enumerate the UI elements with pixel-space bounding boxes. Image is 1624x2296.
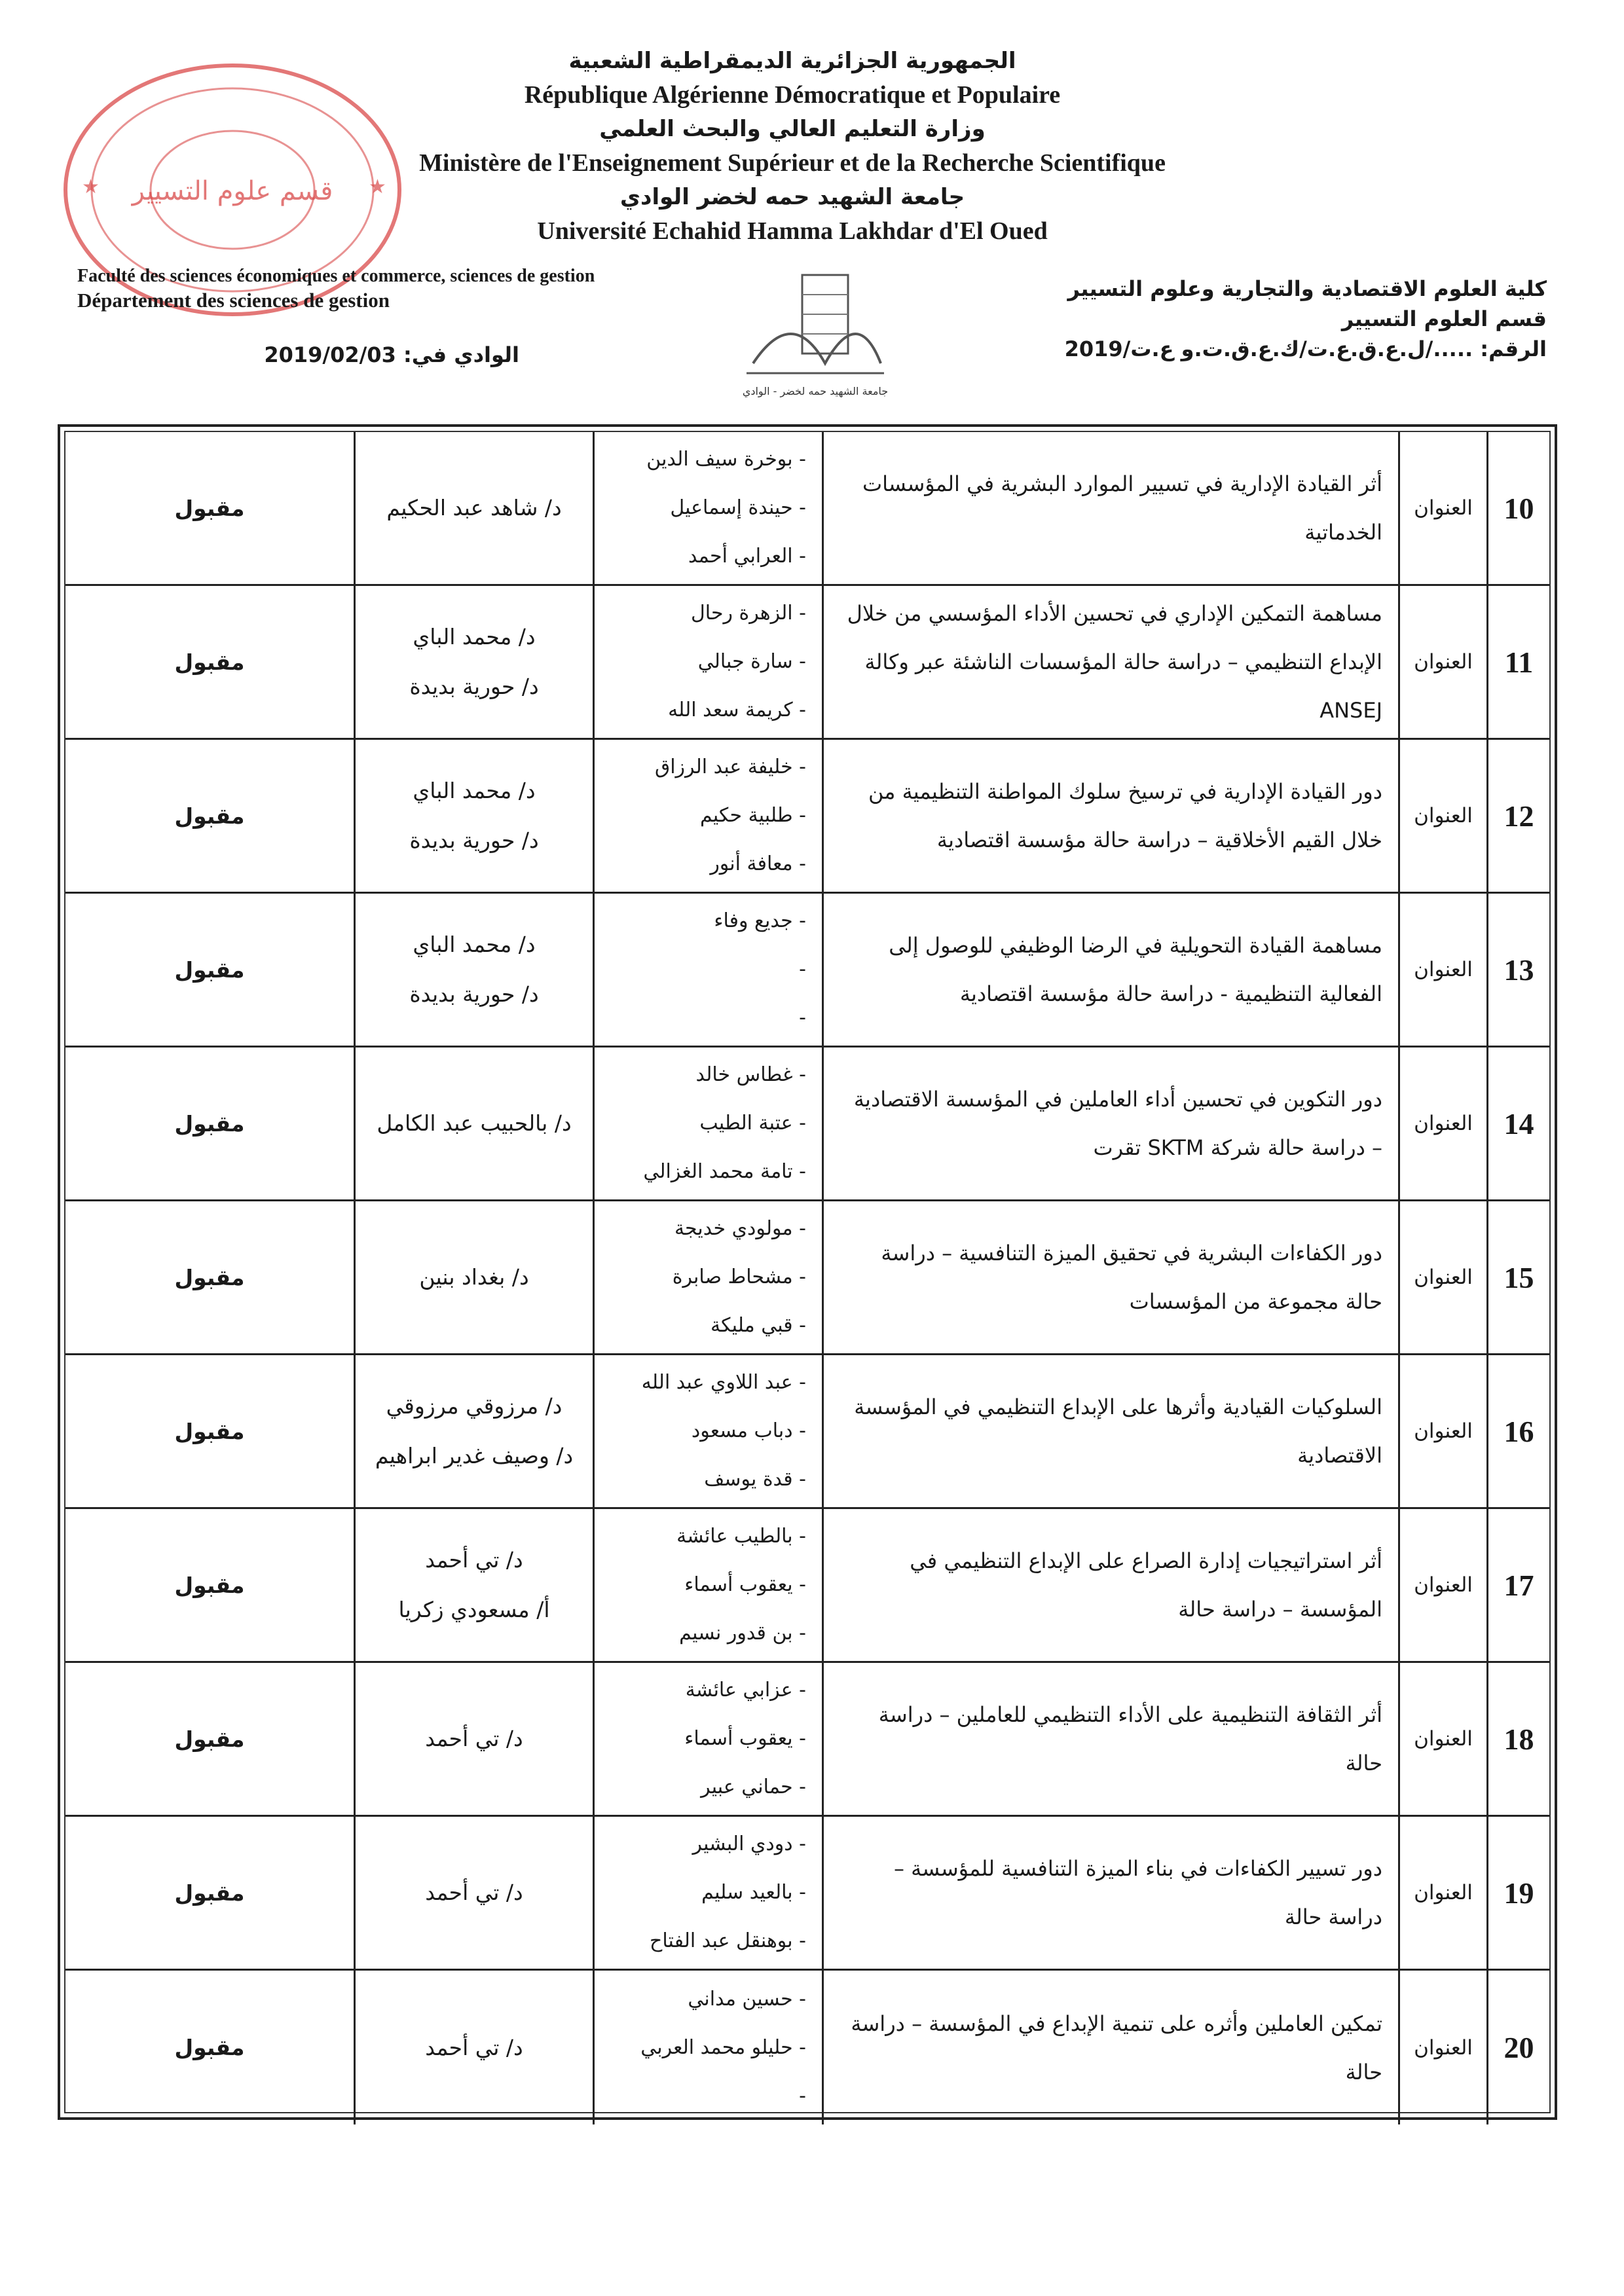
title-cell (822, 1201, 1398, 1353)
row-number: 19 (1504, 1876, 1534, 1910)
ministry-fr: Ministère de l'Enseignement Supérieur et de la Recherche Scientifique (419, 149, 1166, 177)
students-cell (593, 1509, 822, 1661)
supervisor-cell (354, 1355, 593, 1507)
thesis-title: دور الكفاءات البشرية في تحقيق الميزة التنافسية – دراسة حالة مجموعة من المؤسسات (881, 1241, 1382, 1314)
student-name: - يعقوب أسماء (684, 1727, 806, 1750)
letterhead (367, 46, 1218, 250)
students-cell (593, 894, 822, 1046)
status-cell (65, 1971, 354, 2124)
table-row (65, 1663, 1549, 1817)
label-cell (1398, 1509, 1486, 1661)
title-label: العنوان (1414, 2035, 1473, 2060)
number-cell (1486, 894, 1549, 1046)
supervisor-name: أ/ مسعودي زكريا (398, 1597, 550, 1622)
students-cell (593, 1663, 822, 1815)
supervisor-cell (354, 894, 593, 1046)
row-number: 20 (1504, 2031, 1534, 2064)
title-cell (822, 432, 1398, 584)
student-name: - مشحاط صابرة (672, 1266, 806, 1288)
supervisor-name: د/ شاهد عبد الحكيم (386, 495, 562, 520)
status-text: مقبول (174, 1418, 245, 1444)
row-number: 18 (1504, 1722, 1534, 1756)
supervisor-cell (354, 432, 593, 584)
title-label: العنوان (1414, 496, 1473, 520)
student-name: - معافة أنور (710, 852, 806, 875)
status-cell (65, 1817, 354, 1969)
supervisor-name: د/ تي أحمد (425, 1880, 523, 1905)
students-cell (593, 1971, 822, 2124)
supervisor-name: د/ بالحبيب عبد الكامل (377, 1110, 572, 1136)
table-row (65, 1048, 1549, 1201)
number-cell (1486, 1201, 1549, 1353)
republic-ar: الجمهورية الجزائرية الديمقراطية الشعبية (568, 48, 1016, 74)
supervisor-name: د/ حورية بديدة (409, 981, 539, 1007)
student-name: - قبي مليكة (710, 1314, 806, 1337)
thesis-title: تمكين العاملين وأثره على تنمية الإبداع في المؤسسة – دراسة حالة (851, 2011, 1382, 2085)
title-label: العنوان (1414, 1881, 1473, 1904)
title-label: العنوان (1414, 1727, 1473, 1751)
table-row (65, 1201, 1549, 1355)
label-cell (1398, 1971, 1486, 2124)
thesis-title: مساهمة التمكين الإداري في تحسين الأداء المؤسسي من خلال الإبداع التنظيمي – دراسة حالة المؤسسات الناشئة عبر وكالة ANSEJ (847, 601, 1382, 723)
logo-caption: جامعة الشهيد حمه لخضر - الوادي (742, 385, 889, 397)
supervisor-name: د/ محمد الباي (413, 624, 536, 649)
title-label: العنوان (1414, 804, 1473, 828)
title-label: العنوان (1414, 1419, 1473, 1443)
number-cell (1486, 1817, 1549, 1969)
status-cell (65, 894, 354, 1046)
department-fr: Département des sciences de gestion (77, 289, 390, 312)
student-name: - غطاس خالد (695, 1063, 806, 1086)
status-text: مقبول (174, 1880, 245, 1906)
status-cell (65, 740, 354, 892)
student-name: - حليلو محمد العربي (640, 2035, 806, 2059)
student-name: - حسين مداني (688, 1987, 806, 2011)
student-name: - قدة يوسف (704, 1468, 806, 1491)
title-label: العنوان (1414, 958, 1473, 981)
student-name: - عزابي عائشة (685, 1679, 806, 1702)
label-cell (1398, 1355, 1486, 1507)
status-text: مقبول (174, 495, 245, 521)
title-cell (822, 1509, 1398, 1661)
student-name: - دباب مسعود (691, 1419, 806, 1442)
status-cell (65, 1201, 354, 1353)
supervisor-name: د/ محمد الباي (413, 778, 536, 803)
faculty-fr: Faculté des sciences économiques et commerce, sciences de gestion (77, 266, 595, 286)
number-cell (1486, 1509, 1549, 1661)
student-name: - بالطيب عائشة (676, 1525, 806, 1548)
row-number: 14 (1504, 1106, 1534, 1140)
table-row (65, 894, 1549, 1048)
student-name: - كريمة سعد الله (668, 699, 806, 721)
label-cell (1398, 586, 1486, 738)
supervisor-cell (354, 740, 593, 892)
students-cell (593, 432, 822, 584)
student-name: - بن قدور نسيم (679, 1622, 806, 1645)
university-logo (733, 265, 897, 406)
student-name: - خليفة عبد الرزاق (654, 756, 806, 778)
student-name: - دودي البشير (692, 1832, 806, 1855)
supervisor-cell (354, 1663, 593, 1815)
status-cell (65, 432, 354, 584)
label-cell (1398, 1817, 1486, 1969)
faculty-block-fr (77, 265, 640, 367)
title-cell (822, 586, 1398, 738)
student-name: - بالعيد سليم (701, 1881, 806, 1904)
number-cell (1486, 432, 1549, 584)
student-name: - تامة محمد الغزالي (643, 1160, 806, 1183)
student-name: - طلبية حكيم (699, 804, 806, 827)
number-cell (1486, 740, 1549, 892)
row-number: 17 (1504, 1568, 1534, 1602)
faculty-block-ar (984, 274, 1547, 364)
status-text: مقبول (174, 649, 245, 675)
students-cell (593, 1817, 822, 1969)
student-name: - مولودي خديجة (674, 1217, 806, 1240)
status-text: مقبول (174, 957, 245, 983)
supervisor-name: د/ وصيف غدير ابراهيم (375, 1443, 574, 1468)
thesis-title: مساهمة القيادة التحويلية في الرضا الوظيفي للوصول إلى الفعالية التنظيمية - دراسة حالة مؤسسة اقتصادية (889, 933, 1382, 1006)
student-name: - (799, 2084, 806, 2107)
supervisor-name: د/ تي أحمد (425, 1726, 523, 1751)
student-name: - حماني عبير (701, 1776, 806, 1798)
title-cell (822, 740, 1398, 892)
row-number: 11 (1504, 645, 1534, 679)
title-label: العنوان (1414, 1573, 1473, 1597)
number-cell (1486, 1355, 1549, 1507)
supervisor-cell (354, 1509, 593, 1661)
title-cell (822, 1355, 1398, 1507)
title-cell (822, 1971, 1398, 2124)
label-cell (1398, 894, 1486, 1046)
status-cell (65, 586, 354, 738)
supervisor-name: د/ تي أحمد (425, 1547, 523, 1573)
status-cell (65, 1509, 354, 1661)
thesis-title: أثر استراتيجيات إدارة الصراع على الإبداع التنظيمي في المؤسسة – دراسة حالة (910, 1548, 1382, 1622)
number-cell (1486, 586, 1549, 738)
label-cell (1398, 740, 1486, 892)
title-label: العنوان (1414, 1112, 1473, 1135)
supervisor-name: د/ بغداد بنين (419, 1264, 529, 1290)
status-text: مقبول (174, 2035, 245, 2060)
student-name: - يعقوب أسماء (684, 1573, 806, 1596)
thesis-title: السلوكيات القيادية وأثرها على الإبداع التنظيمي في المؤسسة الاقتصادية (854, 1394, 1382, 1468)
supervisor-name: د/ مرزوقي مرزوقي (386, 1393, 563, 1419)
title-cell (822, 1817, 1398, 1969)
student-name: - العرابي أحمد (688, 545, 806, 568)
svg-text:★: ★ (369, 175, 386, 198)
theses-table (58, 424, 1557, 2120)
student-name: - عبد اللاوي عبد الله (641, 1371, 806, 1394)
status-text: مقبول (174, 803, 245, 829)
status-cell (65, 1355, 354, 1507)
row-number: 13 (1504, 953, 1534, 987)
thesis-title: أثر القيادة الإدارية في تسيير الموارد البشرية في المؤسسات الخدماتية (862, 471, 1382, 545)
number-cell (1486, 1663, 1549, 1815)
students-cell (593, 1355, 822, 1507)
thesis-title: دور التكوين في تحسين أداء العاملين في المؤسسة الاقتصادية – دراسة حالة شركة SKTM تقرت (853, 1087, 1382, 1160)
label-cell (1398, 1201, 1486, 1353)
table-row (65, 1971, 1549, 2124)
supervisor-name: د/ محمد الباي (413, 932, 536, 957)
title-label: العنوان (1414, 650, 1473, 674)
row-number: 10 (1504, 491, 1534, 525)
status-text: مقبول (174, 1264, 245, 1290)
department-ar: قسم العلوم التسيير (1341, 306, 1547, 331)
thesis-title: دور القيادة الإدارية في ترسيخ سلوك المواطنة التنظيمية من خلال القيم الأخلاقية – دراسة حالة مؤسسة اقتصادية (868, 779, 1382, 852)
student-name: - الزهرة رحال (691, 602, 806, 625)
status-cell (65, 1663, 354, 1815)
supervisor-name: د/ تي أحمد (425, 2034, 523, 2060)
number-cell (1486, 1971, 1549, 2124)
table-body (64, 431, 1551, 2113)
status-text: مقبول (174, 1572, 245, 1598)
title-label: العنوان (1414, 1266, 1473, 1289)
supervisor-cell (354, 586, 593, 738)
title-cell (822, 1048, 1398, 1199)
supervisor-cell (354, 1971, 593, 2124)
label-cell (1398, 1663, 1486, 1815)
table-row (65, 1509, 1549, 1663)
ministry-ar: وزارة التعليم العالي والبحث العلمي (599, 116, 986, 142)
row-number: 12 (1504, 799, 1534, 833)
university-fr: Université Echahid Hamma Lakhdar d'El Oued (537, 217, 1048, 245)
table-row (65, 1355, 1549, 1509)
student-name: - جديع وفاء (714, 909, 806, 932)
faculty-ar: كلية العلوم الاقتصادية والتجارية وعلوم التسيير (1067, 276, 1547, 301)
student-name: - حيندة إسماعيل (670, 496, 806, 519)
student-name: - (799, 1006, 806, 1029)
table-row (65, 740, 1549, 894)
supervisor-cell (354, 1201, 593, 1353)
republic-fr: République Algérienne Démocratique et Populaire (524, 81, 1061, 109)
title-cell (822, 894, 1398, 1046)
status-text: مقبول (174, 1110, 245, 1137)
reference-number: الرقم: ...../ل.ع.ق.ع.ت/ك.ع.ق.ت.و ع.ت/2019 (1064, 337, 1547, 361)
thesis-title: أثر الثقافة التنظيمية على الأداء التنظيمي للعاملين – دراسة حالة (878, 1702, 1382, 1776)
students-cell (593, 740, 822, 892)
student-name: - سارة جبالي (697, 650, 806, 673)
number-cell (1486, 1048, 1549, 1199)
supervisor-cell (354, 1048, 593, 1199)
table-row (65, 586, 1549, 740)
stamp-text: قسم علوم التسيير (132, 176, 333, 206)
supervisor-cell (354, 1817, 593, 1969)
student-name: - بوهنقل عبد الفتاح (650, 1929, 806, 1952)
document-date: الوادي في: 2019/02/03 (264, 342, 519, 367)
row-number: 15 (1504, 1260, 1534, 1294)
svg-text:★: ★ (82, 175, 100, 198)
status-cell (65, 1048, 354, 1199)
row-number: 16 (1504, 1414, 1534, 1448)
student-name: - عتبة الطيب (699, 1112, 806, 1135)
university-ar: جامعة الشهيد حمه لخضر الوادي (619, 184, 965, 210)
table-row (65, 432, 1549, 586)
label-cell (1398, 1048, 1486, 1199)
students-cell (593, 1201, 822, 1353)
status-text: مقبول (174, 1726, 245, 1752)
students-cell (593, 586, 822, 738)
student-name: - بوخرة سيف الدين (646, 448, 806, 471)
student-name: - (799, 958, 806, 981)
table-row (65, 1817, 1549, 1971)
students-cell (593, 1048, 822, 1199)
title-cell (822, 1663, 1398, 1815)
thesis-title: دور تسيير الكفاءات في بناء الميزة التنافسية للمؤسسة – دراسة حالة (893, 1856, 1382, 1929)
label-cell (1398, 432, 1486, 584)
supervisor-name: د/ حورية بديدة (409, 828, 539, 853)
supervisor-name: د/ حورية بديدة (409, 674, 539, 699)
